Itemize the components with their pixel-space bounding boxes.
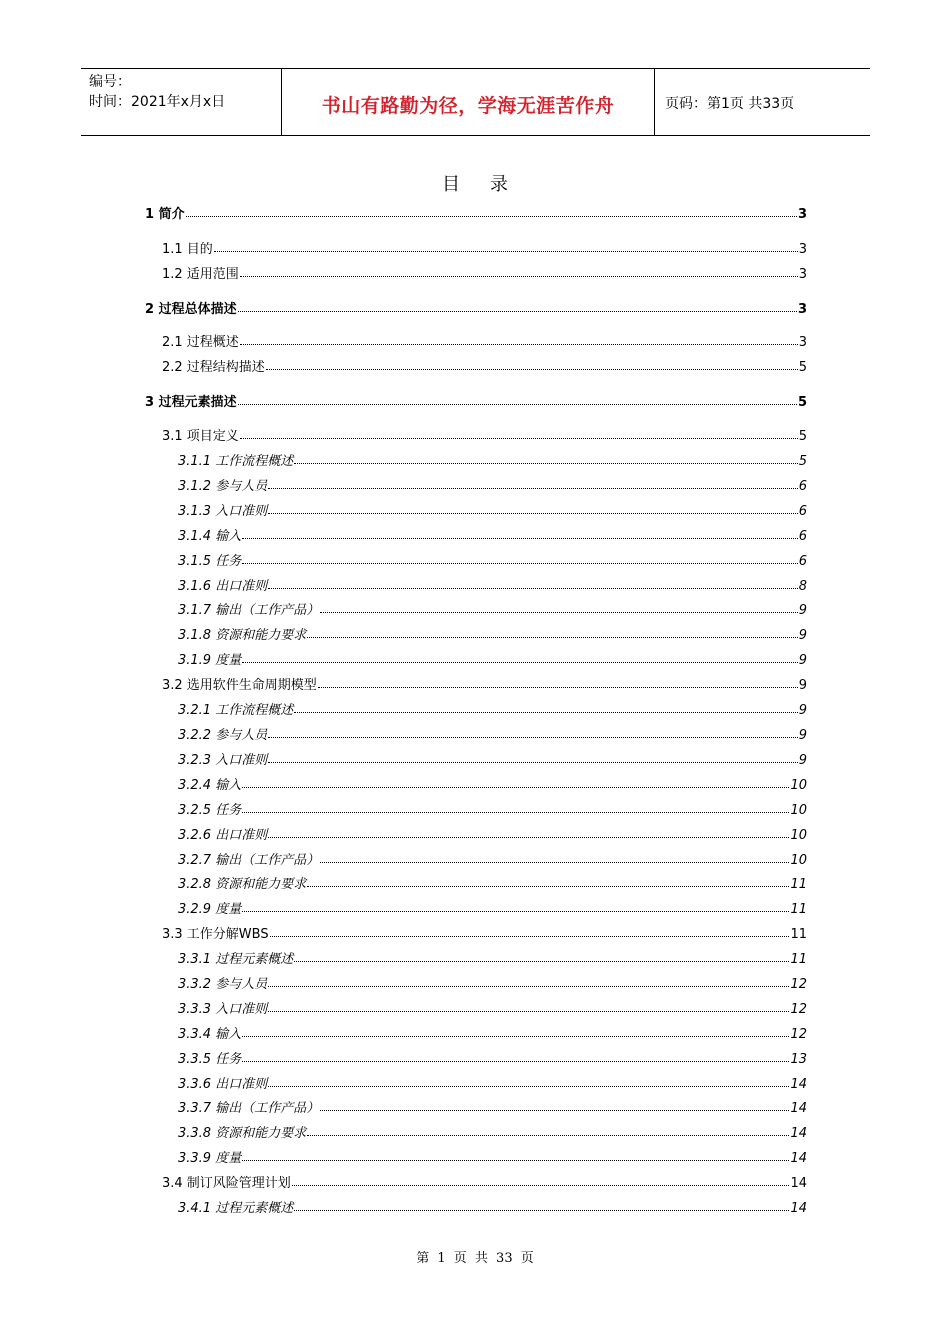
toc-entry-label: 3.1.3 入口准则: [178, 504, 268, 519]
document-time-label: 时间：2021年x月x日: [89, 94, 226, 110]
toc-entry-label: 3.4.1 过程元素概述: [178, 1201, 294, 1216]
toc-leader-dots: [318, 686, 798, 688]
toc-leader-dots: [268, 587, 798, 589]
toc-entry-label: 3.2.7 输出（工作产品）: [178, 853, 320, 868]
toc-entry[interactable]: [162, 676, 807, 696]
toc-entry-label: 3.1.5 任务: [178, 554, 242, 569]
toc-entry[interactable]: [178, 1025, 807, 1045]
toc-leader-dots: [307, 636, 798, 638]
toc-entry[interactable]: [178, 975, 807, 995]
toc-entry[interactable]: [178, 1075, 807, 1095]
toc-leader-dots: [240, 343, 798, 345]
toc-entry[interactable]: [178, 477, 807, 497]
toc-entry-label: 3.1.2 参与人员: [178, 479, 268, 494]
toc-leader-dots: [268, 487, 798, 489]
toc-entry-label: 3.2.8 资源和能力要求: [178, 877, 307, 892]
toc-entry-page: 10: [790, 803, 807, 818]
toc-entry-label: 3.1.4 输入: [178, 529, 242, 544]
toc-leader-dots: [268, 985, 789, 987]
toc-entry[interactable]: [178, 826, 807, 846]
toc-entry[interactable]: [178, 751, 807, 771]
toc-leader-dots: [238, 310, 797, 312]
toc-entry[interactable]: [178, 651, 807, 671]
toc-entry[interactable]: [162, 240, 807, 260]
toc-entry-page: 9: [798, 678, 807, 693]
toc-entry-page: 13: [790, 1052, 807, 1067]
toc-entry-page: 5: [798, 454, 807, 469]
toc-entry-page: 12: [790, 1027, 807, 1042]
toc-leader-dots: [186, 215, 797, 217]
toc-entry-label: 3.3.9 度量: [178, 1151, 242, 1166]
toc-entry-label: 3.3.4 输入: [178, 1027, 242, 1042]
toc-entry-label: 3.2.4 输入: [178, 778, 242, 793]
toc-entry-page: 11: [790, 902, 807, 917]
toc-entry[interactable]: [178, 1099, 807, 1119]
toc-leader-dots: [320, 611, 798, 613]
toc-entry-label: 3.2.5 任务: [178, 803, 242, 818]
page-footer: 第 1 页 共 33 页: [416, 1251, 534, 1266]
toc-entry-page: 12: [790, 977, 807, 992]
toc-leader-dots: [240, 275, 798, 277]
toc-leader-dots: [268, 836, 789, 838]
toc-entry[interactable]: [145, 393, 807, 413]
toc-entry-page: 3: [797, 302, 807, 317]
toc-entry-label: 3.3.8 资源和能力要求: [178, 1126, 307, 1141]
toc-entry[interactable]: [178, 801, 807, 821]
toc-entry[interactable]: [178, 950, 807, 970]
toc-entry-label: 3.3.5 任务: [178, 1052, 242, 1067]
toc-leader-dots: [268, 736, 798, 738]
toc-entry-label: 1 简介: [145, 207, 185, 222]
toc-entry-label: 3.2.1 工作流程概述: [178, 703, 294, 718]
toc-entry-label: 3.1.6 出口准则: [178, 579, 268, 594]
toc-entry-page: 11: [790, 952, 807, 967]
toc-entry-label: 2.1 过程概述: [162, 335, 239, 350]
toc-leader-dots: [268, 512, 798, 514]
toc-leader-dots: [320, 861, 789, 863]
toc-leader-dots: [294, 462, 798, 464]
toc-entry-label: 3.1.8 资源和能力要求: [178, 628, 307, 643]
toc-entry-page: 3: [798, 335, 807, 350]
toc-leader-dots: [242, 537, 798, 539]
toc-entry-label: 3.3.3 入口准则: [178, 1002, 268, 1017]
toc-leader-dots: [238, 403, 797, 405]
toc-leader-dots: [294, 711, 798, 713]
toc-leader-dots: [294, 1209, 789, 1211]
toc-entry[interactable]: [162, 1174, 807, 1194]
toc-entry-page: 3: [797, 207, 807, 222]
toc-entry-page: 9: [798, 728, 807, 743]
toc-entry[interactable]: [178, 601, 807, 621]
toc-leader-dots: [242, 1060, 789, 1062]
toc-leader-dots: [242, 1035, 789, 1037]
toc-entry-page: 14: [790, 1077, 807, 1092]
toc-entry-page: 14: [790, 1176, 807, 1191]
toc-entry[interactable]: [162, 333, 807, 353]
toc-leader-dots: [242, 661, 798, 663]
toc-leader-dots: [214, 250, 798, 252]
toc-leader-dots: [242, 811, 789, 813]
toc-entry-label: 3 过程元素描述: [145, 395, 237, 410]
toc-leader-dots: [242, 786, 789, 788]
document-number-label: 编号：: [89, 74, 131, 90]
toc-entry-page: 6: [798, 554, 807, 569]
toc-leader-dots: [242, 1159, 789, 1161]
toc-entry-label: 3.1.1 工作流程概述: [178, 454, 294, 469]
toc-entry-page: 14: [790, 1101, 807, 1116]
header-page-info: 页码：第1页 共33页: [665, 96, 795, 112]
toc-entry-page: 10: [790, 853, 807, 868]
toc-entry-label: 3.2.9 度量: [178, 902, 242, 917]
toc-entry-page: 10: [790, 778, 807, 793]
toc-leader-dots: [294, 960, 789, 962]
toc-entry-label: 3.4 制订风险管理计划: [162, 1176, 291, 1191]
toc-leader-dots: [266, 368, 798, 370]
toc-entry[interactable]: [178, 1124, 807, 1144]
toc-leader-dots: [268, 761, 798, 763]
toc-title: 目录: [442, 174, 538, 195]
toc-entry[interactable]: [145, 205, 807, 225]
toc-entry-page: 6: [798, 479, 807, 494]
toc-entry-label: 3.3.6 出口准则: [178, 1077, 268, 1092]
toc-entry-page: 3: [798, 242, 807, 257]
toc-entry-page: 9: [798, 753, 807, 768]
toc-entry-page: 9: [798, 603, 807, 618]
toc-entry-label: 3.3.1 过程元素概述: [178, 952, 294, 967]
toc-entry[interactable]: [145, 300, 807, 320]
toc-entry-label: 1.2 适用范围: [162, 267, 239, 282]
toc-entry-label: 3.3.2 参与人员: [178, 977, 268, 992]
toc-entry[interactable]: [178, 851, 807, 871]
toc-entry-label: 1.1 目的: [162, 242, 213, 257]
toc-entry-page: 11: [790, 927, 807, 942]
toc-entry-label: 2.2 过程结构描述: [162, 360, 265, 375]
toc-entry[interactable]: [178, 577, 807, 597]
toc-entry[interactable]: [162, 358, 807, 378]
toc-entry[interactable]: [178, 626, 807, 646]
toc-leader-dots: [242, 562, 798, 564]
toc-entry-label: 2 过程总体描述: [145, 302, 237, 317]
toc-leader-dots: [307, 885, 789, 887]
toc-entry-page: 11: [790, 877, 807, 892]
toc-entry[interactable]: [178, 452, 807, 472]
toc-entry[interactable]: [178, 1199, 807, 1219]
toc-entry-page: 9: [798, 703, 807, 718]
toc-leader-dots: [268, 1010, 789, 1012]
header-motto: 书山有路勤为径，学海无涯苦作舟: [321, 94, 615, 117]
toc-entry-page: 6: [798, 504, 807, 519]
toc-leader-dots: [242, 910, 789, 912]
toc-entry-label: 3.2.3 入口准则: [178, 753, 268, 768]
toc-entry-label: 3.3 工作分解WBS: [162, 927, 269, 942]
toc-entry-label: 3.1.7 输出（工作产品）: [178, 603, 320, 618]
toc-entry-page: 12: [790, 1002, 807, 1017]
toc-entry[interactable]: [178, 900, 807, 920]
toc-entry-page: 10: [790, 828, 807, 843]
toc-entry-label: 3.2.2 参与人员: [178, 728, 268, 743]
toc-leader-dots: [270, 935, 790, 937]
toc-entry[interactable]: [178, 552, 807, 572]
toc-entry-label: 3.1 项目定义: [162, 429, 239, 444]
toc-entry[interactable]: [178, 776, 807, 796]
toc-entry[interactable]: [162, 427, 807, 447]
toc-entry-label: 3.3.7 输出（工作产品）: [178, 1101, 320, 1116]
toc-leader-dots: [320, 1109, 789, 1111]
toc-entry[interactable]: [178, 701, 807, 721]
toc-entry-page: 9: [798, 628, 807, 643]
toc-entry[interactable]: [178, 1149, 807, 1169]
toc-entry[interactable]: [178, 527, 807, 547]
toc-entry-page: 5: [798, 429, 807, 444]
toc-entry[interactable]: [178, 875, 807, 895]
toc-entry[interactable]: [178, 502, 807, 522]
toc-entry-label: 3.2.6 出口准则: [178, 828, 268, 843]
toc-entry-label: 3.1.9 度量: [178, 653, 242, 668]
toc-entry-page: 5: [798, 360, 807, 375]
toc-entry[interactable]: [178, 726, 807, 746]
toc-entry-page: 6: [798, 529, 807, 544]
toc-entry-page: 14: [790, 1126, 807, 1141]
toc-entry-page: 14: [790, 1151, 807, 1166]
toc-leader-dots: [292, 1184, 790, 1186]
toc-entry[interactable]: [178, 1050, 807, 1070]
toc-entry[interactable]: [162, 925, 807, 945]
toc-entry-label: 3.2 选用软件生命周期模型: [162, 678, 317, 693]
toc-entry[interactable]: [178, 1000, 807, 1020]
toc-entry-page: 3: [798, 267, 807, 282]
toc-entry-page: 5: [797, 395, 807, 410]
toc-leader-dots: [307, 1134, 789, 1136]
toc-entry-page: 8: [798, 579, 807, 594]
toc-leader-dots: [240, 437, 798, 439]
toc-entry-page: 14: [790, 1201, 807, 1216]
toc-entry[interactable]: [162, 265, 807, 285]
toc-leader-dots: [268, 1085, 789, 1087]
toc-entry-page: 9: [798, 653, 807, 668]
